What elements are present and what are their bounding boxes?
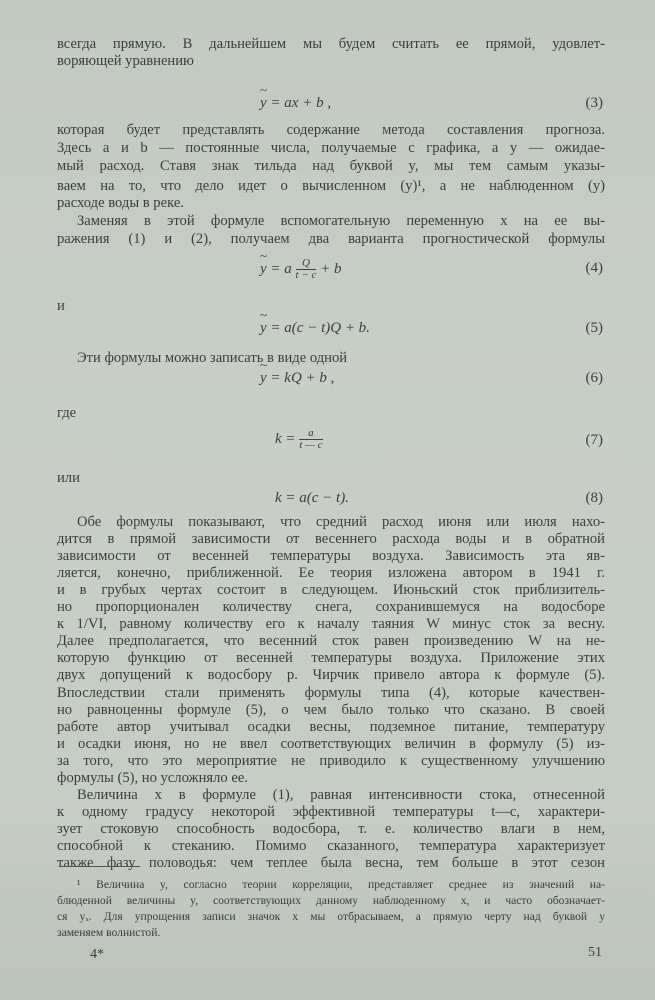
text-line: Эти формулы можно записать в виде одной bbox=[77, 350, 348, 366]
equation-number: (3) bbox=[585, 95, 603, 111]
text-line: дится в прямой зависимости от весеннего расхода воды и в обратной bbox=[57, 531, 605, 548]
equation-number: (6) bbox=[585, 370, 603, 386]
equation-number: (5) bbox=[585, 320, 603, 336]
equation-5: ~ y = a(c − t)Q + b. bbox=[260, 320, 370, 337]
text-line: зависимости от весенней температуры воздуха. Зависимость эта яв- bbox=[57, 548, 605, 565]
text-line: также фазу половодья: чем теплее была весна, тем больше в этот сезон bbox=[57, 855, 605, 871]
text-line: мый расход. Ставя знак тильда над буквой y, мы тем самым указы- bbox=[57, 158, 605, 174]
text-line: Далее предполагается, что весенний сток равен произведению W на не- bbox=[57, 633, 605, 650]
page-number: 51 bbox=[588, 945, 602, 960]
equation-number: (7) bbox=[585, 432, 603, 448]
text-line: которая будет представлять содержание метода составления прогноза. bbox=[57, 122, 605, 138]
text-line: расходе воды в реке. bbox=[57, 195, 184, 211]
text-line: и в грубых чертах состоит в следующем. Июньский сток приблизитель- bbox=[57, 582, 605, 599]
footnote-line: блюденной величины y, соответствующих данному наблюденному x, и часто обозначает- bbox=[57, 894, 605, 907]
text-line: Заменяя в этой формуле вспомогательную переменную x на ее вы- bbox=[77, 213, 605, 229]
text-line: но равноценны формуле (5), о чем было только что сказано. В своей bbox=[57, 701, 605, 718]
signature-mark: 4* bbox=[90, 947, 104, 962]
text-line: Здесь a и b — постоянные числа, получаемые с графика, а y — ожидае- bbox=[57, 140, 605, 156]
footnote-line: ся yₓ. Для упрощения записи значок x мы отбрасываем, а прямую черту над буквой y bbox=[57, 910, 605, 923]
text-line: двух допущений к водосбору р. Чирчик привело автора к формуле (5). bbox=[57, 667, 605, 684]
equation-8: k = a(c − t). bbox=[275, 490, 349, 506]
equation-6: ~ y = kQ + b , bbox=[260, 370, 334, 387]
text-line: Впоследствии стали применять формулы типа (4), которые качествен- bbox=[57, 684, 605, 701]
text-line: воряющей уравнению bbox=[57, 53, 194, 69]
text-line: но пропорционален количеству снега, сохранившемуся на водосборе bbox=[57, 599, 605, 616]
text-line: к 1/VI, равному количеству его к началу таяния W минус сток за весну. bbox=[57, 616, 605, 633]
equation-number: (8) bbox=[585, 490, 603, 506]
text-line: и осадки июня, но не ввел соответствующих величин в формулу (5) из- bbox=[57, 735, 605, 752]
equation-4: ~ y = a $\frac{Q}{t - c}$ + b bbox=[260, 258, 342, 281]
text-line: или bbox=[57, 470, 80, 486]
text-line: где bbox=[57, 405, 77, 421]
text-line: работе автор учитывал осадки весны, подземное питание, температуру bbox=[57, 718, 605, 735]
text-line: ляется, конечно, приближенной. Ее теория изложена автором в 1941 г. bbox=[57, 565, 605, 582]
footnote-line: заменяем волнистой. bbox=[57, 926, 161, 939]
text-line: формулы (5), но усложняло ее. bbox=[57, 769, 248, 786]
text-line: ражения (1) и (2), получаем два варианта прогностической формулы bbox=[57, 231, 605, 247]
text-line: зует стоковую способность водосбора, т. е. количество влаги в нем, bbox=[57, 820, 605, 837]
text-line: и bbox=[57, 298, 65, 314]
text-line: которую функцию от весенней температуры воздуха. Приложение этих bbox=[57, 650, 605, 667]
text-line: Величина x в формуле (1), равная интенсивности стока, отнесенной bbox=[77, 786, 605, 803]
text-line: за того, что это мероприятие не приводило к существенному улучшению bbox=[57, 752, 605, 769]
footnote-line: ¹ Величина y, согласно теории корреляции, представляет среднее из значений на- bbox=[77, 878, 605, 891]
text-line: всегда прямую. В дальнейшем мы будем считать ее прямой, удовлет- bbox=[57, 36, 605, 52]
text-line: Обе формулы показывают, что средний расход июня или июля нахо- bbox=[77, 514, 605, 530]
equation-7: k = $\frac{a}{t — c}$ bbox=[275, 427, 323, 451]
equation-number: (4) bbox=[585, 260, 603, 276]
footnote-rule bbox=[60, 866, 140, 867]
text-line: ваем на то, что дело идет о вычисленном (y)¹, а не наблюденном (y) bbox=[57, 178, 605, 194]
equation-3: ~ y = ax + b , bbox=[260, 95, 331, 112]
text-line: к одному градусу некоторой эффективной температуры t—c, характери- bbox=[57, 803, 605, 820]
text-line: способной к стеканию. Помимо сказанного, температура характеризует bbox=[57, 837, 605, 854]
